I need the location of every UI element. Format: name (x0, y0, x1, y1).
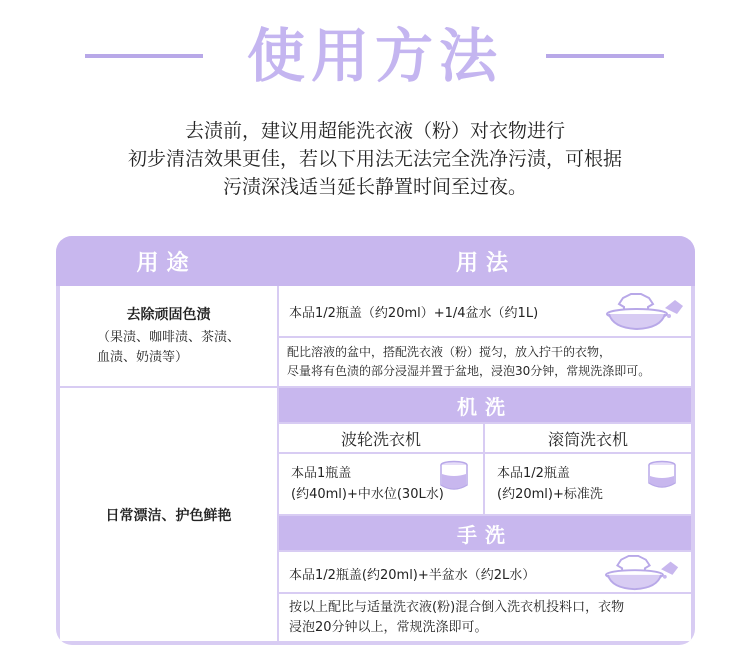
intro-line-1: 去渍前，建议用超能洗衣液（粉）对衣物进行 (184, 120, 565, 142)
intro-line-2: 初步清洁效果更佳，若以下用法无法完全洗净污渍，可根据 (127, 148, 622, 170)
hand-wash-dosage-text: 本品1/2瓶盖(约20ml)+半盆水（约2L水） (289, 568, 536, 583)
machine-wash-header: 机洗 (279, 388, 691, 422)
basin-with-shirt-icon (601, 554, 685, 592)
page-title: 使用方法 (246, 22, 503, 90)
use-sub-line-1: （果渍、咖啡渍、茶渍、 (96, 330, 240, 345)
drum-dosage-text (497, 463, 603, 505)
drum-washer-label: 滚筒洗衣机 (485, 424, 691, 452)
hand-wash-instructions-cell (279, 594, 691, 641)
intro-text (0, 117, 750, 201)
use-sub-label (81, 328, 256, 368)
method-cell-instructions (279, 338, 691, 386)
column-header-method: 用法 (277, 236, 695, 286)
basin-with-shirt-icon (605, 292, 687, 332)
use-sub-line-2: 血渍、奶渍等） (96, 350, 188, 365)
intro-line-3: 污渍深浅适当延长静置时间至过夜。 (222, 176, 527, 198)
pulsator-line-1: 本品1瓶盖 (291, 466, 352, 481)
instruction-line-2: 尽量将有色渍的部分浸湿并置于盆地，浸泡30分钟，常规洗涤即可。 (287, 364, 651, 378)
hand-wash-header: 手洗 (279, 516, 691, 550)
hand-wash-dosage-cell (279, 552, 691, 592)
hand-wash-line-2: 浸泡20分钟以上，常规洗涤即可。 (289, 620, 488, 635)
hand-wash-line-1: 按以上配比与适量洗衣液(粉)混合倒入洗衣机投料口，衣物 (289, 600, 625, 615)
method-cell-dosage (279, 286, 691, 336)
measuring-cap-icon (647, 460, 677, 490)
pulsator-washer-label: 波轮洗衣机 (279, 424, 483, 452)
usage-table (56, 236, 695, 645)
dosage-text: 本品1/2瓶盖（约20ml）+1/4盆水（约1L) (289, 306, 539, 321)
pulsator-dosage-cell (279, 454, 483, 514)
drum-line-1: 本品1/2瓶盖 (497, 466, 570, 481)
use-main-label: 去除顽固色渍 (126, 307, 211, 323)
instruction-line-1: 配比溶液的盆中，搭配洗衣液（粉）搅匀，放入拧干的衣物， (287, 345, 612, 359)
drum-dosage-cell (485, 454, 691, 514)
column-header-use: 用途 (56, 236, 277, 286)
title-area (0, 16, 750, 96)
use-cell-daily-care: 日常漂洁、护色鲜艳 (60, 388, 277, 641)
measuring-cap-icon (439, 460, 469, 492)
use-cell-stubborn-stains (60, 286, 277, 386)
pulsator-dosage-text (291, 463, 444, 505)
pulsator-line-2: (约40ml)+中水位(30L水) (291, 487, 444, 502)
drum-line-2: (约20ml)+标准洗 (497, 487, 603, 502)
title-divider-right (546, 54, 664, 58)
